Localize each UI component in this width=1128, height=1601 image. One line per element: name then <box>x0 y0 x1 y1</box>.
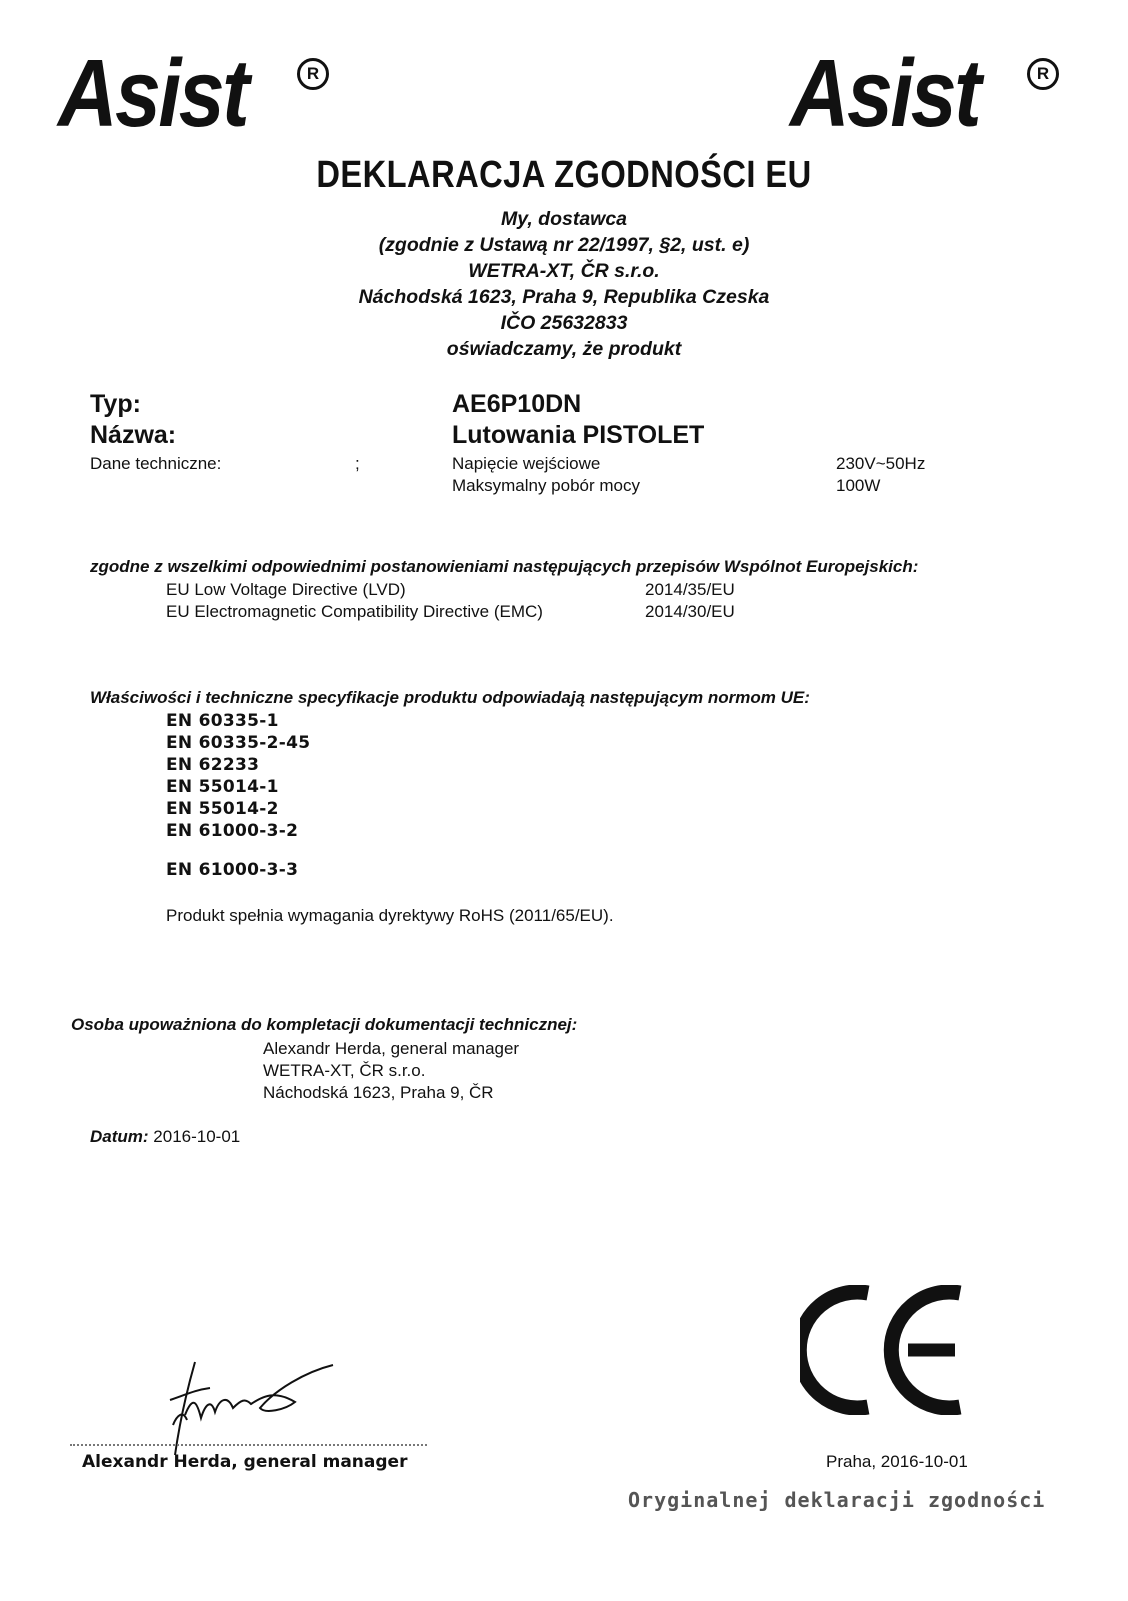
name-value: Lutowania PISTOLET <box>452 421 705 449</box>
document-title: DEKLARACJA ZGODNOŚCI EU <box>316 154 812 196</box>
authorized-line: Alexandr Herda, general manager <box>263 1039 520 1058</box>
standard-item: EN 55014-1 <box>166 777 279 797</box>
type-label: Typ: <box>90 390 141 418</box>
name-label: Názwa: <box>90 421 177 449</box>
directives-heading: zgodne z wszelkimi odpowiednimi postanowieniami następujących przepisów Wspólnot Europejskich: <box>90 557 919 576</box>
logo-left <box>58 40 278 147</box>
date-label: Datum: <box>90 1127 149 1146</box>
supplier-line: oświadczamy, że produkt <box>446 338 682 360</box>
tech-separator: ; <box>355 454 360 473</box>
standard-item: EN 62233 <box>166 755 260 775</box>
type-value: AE6P10DN <box>452 390 582 418</box>
directive-name: EU Low Voltage Directive (LVD) <box>166 580 406 599</box>
logo-right <box>790 40 1010 147</box>
registered-mark-right: R <box>1027 58 1059 90</box>
supplier-line: WETRA-XT, ČR s.r.o. <box>468 260 660 282</box>
place-date: Praha, 2016-10-01 <box>826 1452 968 1471</box>
signature-line <box>70 1444 427 1446</box>
supplier-line: IČO 25632833 <box>500 312 628 334</box>
spec-value: 230V~50Hz <box>836 454 926 473</box>
footer-original-note: Oryginalnej deklaracji zgodności <box>628 1488 1046 1512</box>
signature-name: Alexandr Herda, general manager <box>82 1452 408 1472</box>
registered-mark-left: R <box>297 58 329 90</box>
date-row <box>90 1127 240 1147</box>
standard-item: EN 60335-1 <box>166 711 279 731</box>
standards-heading: Właściwości i techniczne specyfikacje produktu odpowiadają następującym normom UE: <box>90 688 810 707</box>
directive-name: EU Electromagnetic Compatibility Directive (EMC) <box>166 602 543 621</box>
spec-name: Napięcie wejściowe <box>452 454 601 473</box>
authorized-line: WETRA-XT, ČR s.r.o. <box>263 1061 426 1080</box>
spec-value: 100W <box>836 476 881 495</box>
standard-item: EN 60335-2-45 <box>166 733 311 753</box>
ce-mark <box>800 1285 980 1415</box>
logo-text: Asist <box>58 40 247 147</box>
supplier-line: My, dostawca <box>500 208 628 230</box>
spec-name: Maksymalny pobór mocy <box>452 476 641 495</box>
date-value: 2016-10-01 <box>153 1127 241 1146</box>
logo-text-right: Asist <box>790 40 979 147</box>
standard-item: EN 55014-2 <box>166 799 279 819</box>
supplier-block <box>0 206 1128 362</box>
standard-item: EN 61000-3-2 <box>166 821 299 841</box>
rohs-statement: Produkt spełnia wymagania dyrektywy RoHS (2011/65/EU). <box>166 906 614 925</box>
supplier-line: Náchodská 1623, Praha 9, Republika Czeska <box>358 286 770 308</box>
directive-code: 2014/30/EU <box>645 602 735 621</box>
tech-label: Dane techniczne: <box>90 454 222 473</box>
standard-item: EN 61000-3-3 <box>166 860 299 880</box>
supplier-line: (zgodnie z Ustawą nr 22/1997, §2, ust. e) <box>378 234 750 256</box>
authorized-line: Náchodská 1623, Praha 9, ČR <box>263 1083 494 1102</box>
authorized-heading: Osoba upoważniona do kompletacji dokumentacji technicznej: <box>71 1015 578 1034</box>
directive-code: 2014/35/EU <box>645 580 735 599</box>
